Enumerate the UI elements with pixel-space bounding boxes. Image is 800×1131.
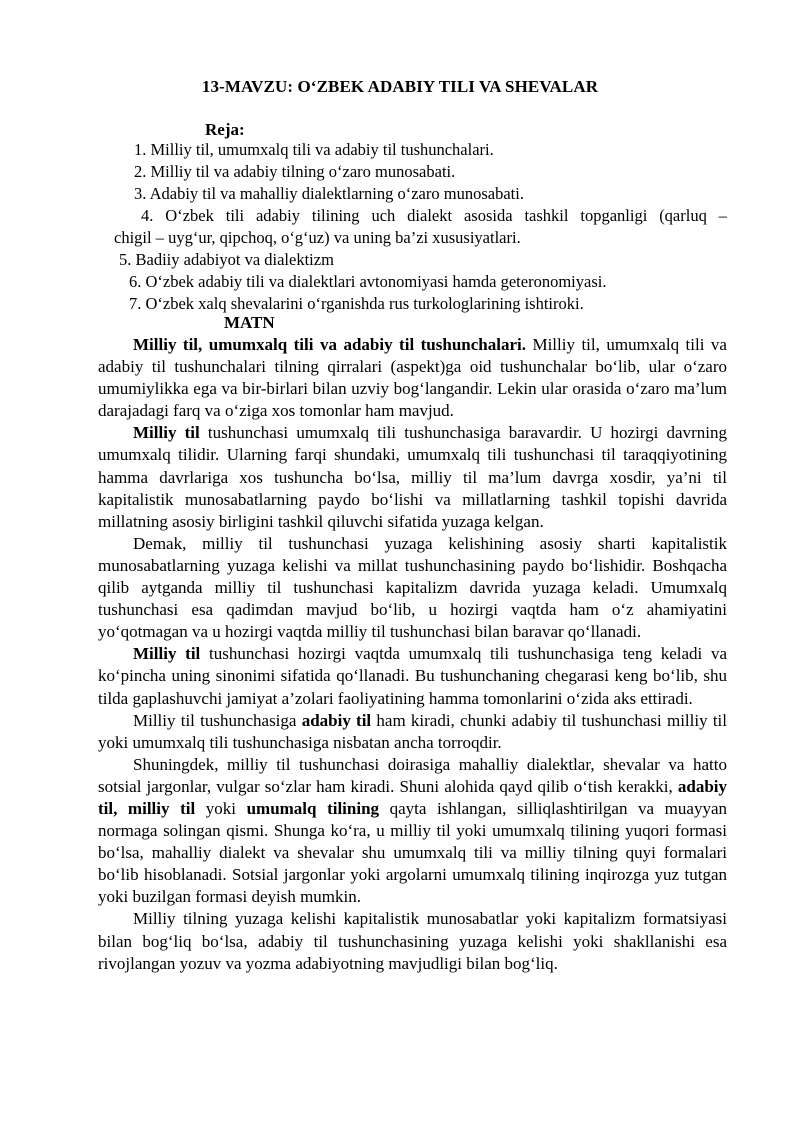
paragraph <box>98 643 727 709</box>
paragraph-text: Milliy til tushunchasiga <box>133 710 302 730</box>
plan-item: 6. O‘zbek adabiy tili va dialektlari avtonomiyasi hamda geteronomiyasi. <box>129 272 607 291</box>
bold-term: umumalq tilining <box>246 798 380 818</box>
paragraph <box>98 754 727 909</box>
paragraph <box>98 710 727 754</box>
paragraph <box>98 908 727 974</box>
paragraph-text: tushunchasi hozirgi vaqtda umumxalq tili tushunchasiga teng keladi va ko‘pincha uning sinonimi sifatida qo‘llanadi. Bu tushunchaning chegarasi keng bo‘lib, shu tilda gaplashuvchi jamiyat a’zolari faoliyatining hamma tomonlarini o‘zida aks ettiradi. <box>98 644 728 708</box>
paragraph-text: Shuningdek, milliy til tushunchasi doirasiga mahalliy dialektlar, shevalar va hatto sotsial jargonlar, vulgar so‘zlar ham kiradi. Shuni alohida qayd qilib o‘tish kerakki, <box>98 754 727 796</box>
paragraph-text: Demak, milliy til tushunchasi yuzaga kelishining asosiy sharti kapitalistik munosabatlarning yuzaga kelishi va millat tushunchasining paydo bo‘lishidir. Boshqacha qilib aytganda milliy til tushunchasi kapitalizm davrida yuzaga keladi. Umumxalq tushunchasi esa qadimdan mavjud bo‘lib, u hozirgi vaqtda ham o‘z ahamiyatini yo‘qotmagan va u hozirgi vaqtda milliy til tushunchasi bilan baravar qo‘llanadi. <box>98 533 727 642</box>
paragraph <box>98 422 727 532</box>
bold-term: Milliy til <box>133 423 200 443</box>
bold-term: adabiy til, milliy til <box>98 776 727 818</box>
plan-item-continuation: chigil – uyg‘ur, qipchoq, o‘g‘uz) va uning ba’zi xususiyatlari. <box>114 228 521 247</box>
paragraph-text: Milliy til, umumxalq tili va adabiy til tushunchalari tilning qirralari (aspekt)ga oid tushunchalar bo‘lib, ular o‘zaro umumiylikka ega va bir-birlari bilan uzviy bog‘langandir. Lekin ular orasida o‘zaro ma’lum darajadagi farq va o‘ziga xos tomonlar ham mavjud. <box>98 335 727 421</box>
plan-item: 5. Badiiy adabiyot va dialektizm <box>119 250 334 269</box>
text-heading: MATN <box>224 313 275 332</box>
plan-item: 3. Adabiy til va mahalliy dialektlarning o‘zaro munosabati. <box>134 184 524 203</box>
body-text <box>98 334 727 975</box>
document-title: 13-MAVZU: O‘ZBEK ADABIY TILI VA SHEVALAR <box>201 77 599 96</box>
paragraph <box>98 533 727 643</box>
bold-term: adabiy til <box>301 710 372 730</box>
paragraph-heading: Milliy til, umumxalq tili va adabiy til tushunchalari. <box>133 335 526 354</box>
paragraph-text: ham kiradi, chunki adabiy til tushunchasi milliy til yoki umumxalq tili tushunchasiga nisbatan ancha torroqdir. <box>98 710 727 752</box>
paragraph-text: Milliy tilning yuzaga kelishi kapitalistik munosabatlar yoki kapitalizm formatsiyasi bilan bog‘liq bo‘lsa, adabiy til tushunchasining yuzaga kelishi yoki shakllanishi esa rivojlangan yozuv va yozma adabiyotning mavjudligi bilan bog‘liq. <box>98 909 727 973</box>
plan-item: 1. Milliy til, umumxalq tili va adabiy til tushunchalari. <box>134 140 494 159</box>
paragraph-text: qayta ishlangan, silliqlashtirilgan va muayyan normaga solingan qismi. Shunga ko‘ra, u milliy til yoki umumxalq tilining yuqori formasi bo‘lsa, mahalliy dialekt va shevalar shu umumxalq tili va milliy tilning quyi formalari bo‘lib hisoblanadi. Sotsial jargonlar yoki argolarni umumxalq tilining inqirozga yuz tutgan yoki buzilgan formasi deyish mumkin. <box>98 798 727 907</box>
bold-term: Milliy til <box>133 644 201 664</box>
plan-item: 7. O‘zbek xalq shevalarini o‘rganishda rus turkologlarining ishtiroki. <box>129 294 584 313</box>
paragraph-text: yoki <box>195 798 247 818</box>
paragraph-text: tushunchasi umumxalq tili tushunchasiga baravardir. U hozirgi davrning umumxalq tilidir. Ularning farqi shundaki, umumxalq tili tushunchasi til taraqqiyotining hamma davrlariga xos tushuncha bo‘lsa, milliy til ma’lum davrga xosdir, ya’ni til kapitalistik munosabatlarning paydo bo‘lishi va millatlarning tashkil topishi davrida millatning asosiy birligini tashkil qiluvchi sifatida yuzaga kelgan. <box>98 423 727 531</box>
plan-heading: Reja: <box>205 120 245 139</box>
paragraph <box>98 334 727 422</box>
plan-item: 2. Milliy til va adabiy tilning o‘zaro munosabati. <box>134 162 456 181</box>
plan-item: 4. O‘zbek tili adabiy tilining uch dialekt asosida tashkil topganligi (qarluq – <box>141 206 727 225</box>
